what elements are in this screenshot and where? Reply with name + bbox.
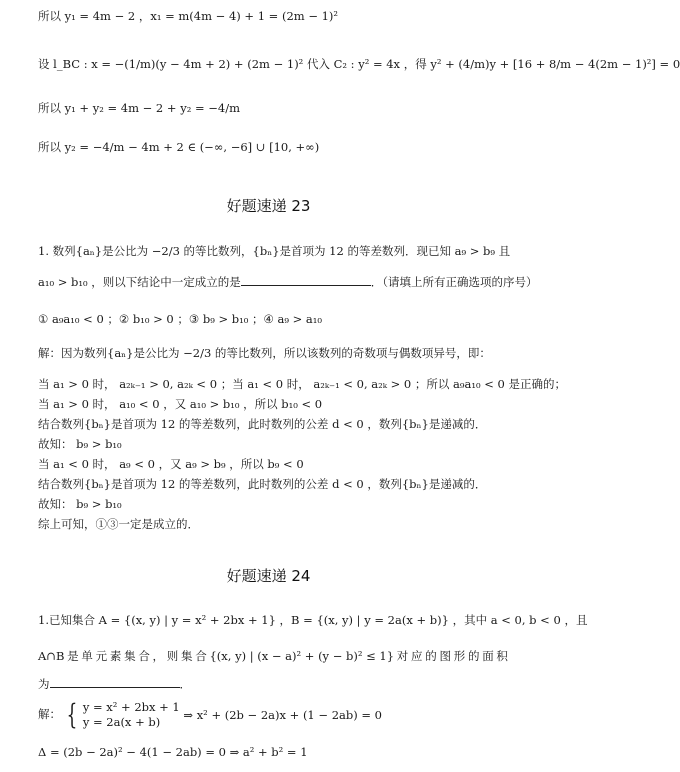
q24-word: 的	[467, 649, 480, 663]
q23-options: ① a₉a₁₀ < 0 ；② b₁₀ > 0 ；③ b₉ > b₁₀ ；④ a₉ > a₁₀	[38, 312, 322, 326]
q24-word: 是	[67, 649, 79, 663]
q24-word: 合	[195, 649, 207, 663]
answer-blank-24	[50, 675, 180, 688]
q24-line-1	[38, 612, 588, 628]
section-24-title: 好题速递 24	[226, 567, 311, 585]
q24-condition: 其中 a < 0, b < 0 ，	[464, 613, 576, 627]
q24-word: A∩B	[38, 649, 65, 663]
q24-number: 1.	[38, 613, 49, 627]
q24-set-a: 已知集合 A = {(x, y) | y = x² + 2bx + 1} ，	[48, 613, 292, 627]
q24-word: 积	[496, 649, 508, 663]
q24-word: 集	[181, 649, 193, 663]
brace-icon: {	[66, 698, 78, 731]
q24-word: 则	[166, 649, 179, 663]
q24-word: 应	[411, 649, 423, 663]
q24-set-circle: {(x, y) | (x − a)² + (y − b)² ≤ 1}	[209, 649, 395, 663]
q24-word: 图	[439, 649, 451, 663]
q24-word: 面	[482, 649, 494, 663]
top-line-2: 设 l_BC : x = −(1/m)(y − 4m + 2) + (2m − 1)² 代入 C₂ : y² = 4x ，得 y² + (4/m)y + [16 + 8/m − 4(2m − 1)²] = 0	[38, 57, 680, 71]
q24-line-3-b: ．	[179, 677, 191, 691]
q24-word: 元	[95, 649, 108, 663]
q24-set-b: B = {(x, y) | y = 2a(x + b)} ，	[291, 613, 465, 627]
q24-line-3	[38, 675, 517, 692]
q24-word: 集	[124, 649, 136, 663]
q24-word: 合	[138, 649, 150, 663]
sol23-3: 当 a₁ > 0 时， a₁₀ < 0 ，又 a₁₀ > b₁₀ ，所以 b₁₀ < 0	[38, 397, 323, 411]
q23-line-2	[38, 273, 538, 290]
top-line-3: 所以 y₁ + y₂ = 4m − 2 + y₂ = −4/m	[38, 101, 240, 115]
sol24-last: Δ = (2b − 2a)² − 4(1 − 2ab) = 0 ⇒ a² + b² = 1	[38, 745, 308, 759]
sol23-2: 当 a₁ > 0 时， a₂ₖ₋₁ > 0, a₂ₖ < 0 ；当 a₁ < 0 时， a₂ₖ₋₁ < 0, a₂ₖ > 0 ；所以 a₉a₁₀ < 0 是正确的；	[38, 377, 566, 391]
sol23-7: 结合数列{bₙ}是首项为 12 的等差数列，此时数列的公差 d < 0 ，数列{bₙ}是递减的．	[38, 477, 487, 491]
q24-word: 对	[396, 649, 409, 663]
q24-word: 素	[109, 649, 122, 663]
system-result: ⇒ x² + (2b − 2a)x + (1 − 2ab) = 0	[183, 708, 382, 722]
q24-solution-system	[38, 700, 382, 730]
sol23-5: 故知： b₉ > b₁₀	[38, 437, 122, 451]
sol23-4: 结合数列{bₙ}是首项为 12 的等差数列，此时数列的公差 d < 0 ，数列{bₙ}是递减的．	[38, 417, 487, 431]
top-line-4: 所以 y₂ = −4/m − 4m + 2 ∈ (−∞, −6] ∪ [10, +∞)	[38, 140, 320, 154]
q24-line-3-a: 为	[38, 677, 50, 691]
q23-line-2-a: a₁₀ > b₁₀ ，则以下结论中一定成立的是	[38, 275, 241, 289]
sol23-8: 故知： b₉ > b₁₀	[38, 497, 122, 511]
sol24-label: 解：	[38, 707, 61, 721]
q24-word: 形	[453, 649, 466, 663]
sol23-1: 解：因为数列{aₙ}是公比为 −2/3 的等比数列，所以该数列的奇数项与偶数项异号，即：	[38, 346, 491, 360]
q24-word: ，	[152, 649, 165, 663]
section-23-title: 好题速递 23	[226, 197, 311, 215]
system-eq-2: y = 2a(x + b)	[82, 715, 161, 729]
top-line-1: 所以 y₁ = 4m − 2 ，x₁ = m(4m − 4) + 1 = (2m − 1)²	[38, 9, 339, 23]
sol23-9: 综上可知，①③一定是成立的．	[38, 517, 199, 531]
q23-line-2-b: ．（请填上所有正确选项的序号）	[370, 275, 538, 289]
q24-word: 单	[81, 649, 93, 663]
answer-blank	[241, 273, 371, 286]
q24-word: 的	[425, 649, 437, 663]
sol23-6: 当 a₁ < 0 时， a₉ < 0 ，又 a₉ > b₉ ，所以 b₉ < 0	[38, 457, 304, 471]
q24-line-2	[38, 648, 508, 664]
q23-line-1: 1. 数列{aₙ}是公比为 −2/3 的等比数列，{bₙ}是首项为 12 的等差数列．现已知 a₉ > b₉ 且	[38, 244, 511, 258]
system-eq-1: y = x² + 2bx + 1	[82, 700, 180, 714]
equation-stack	[83, 700, 180, 730]
q24-and: 且	[575, 613, 588, 627]
